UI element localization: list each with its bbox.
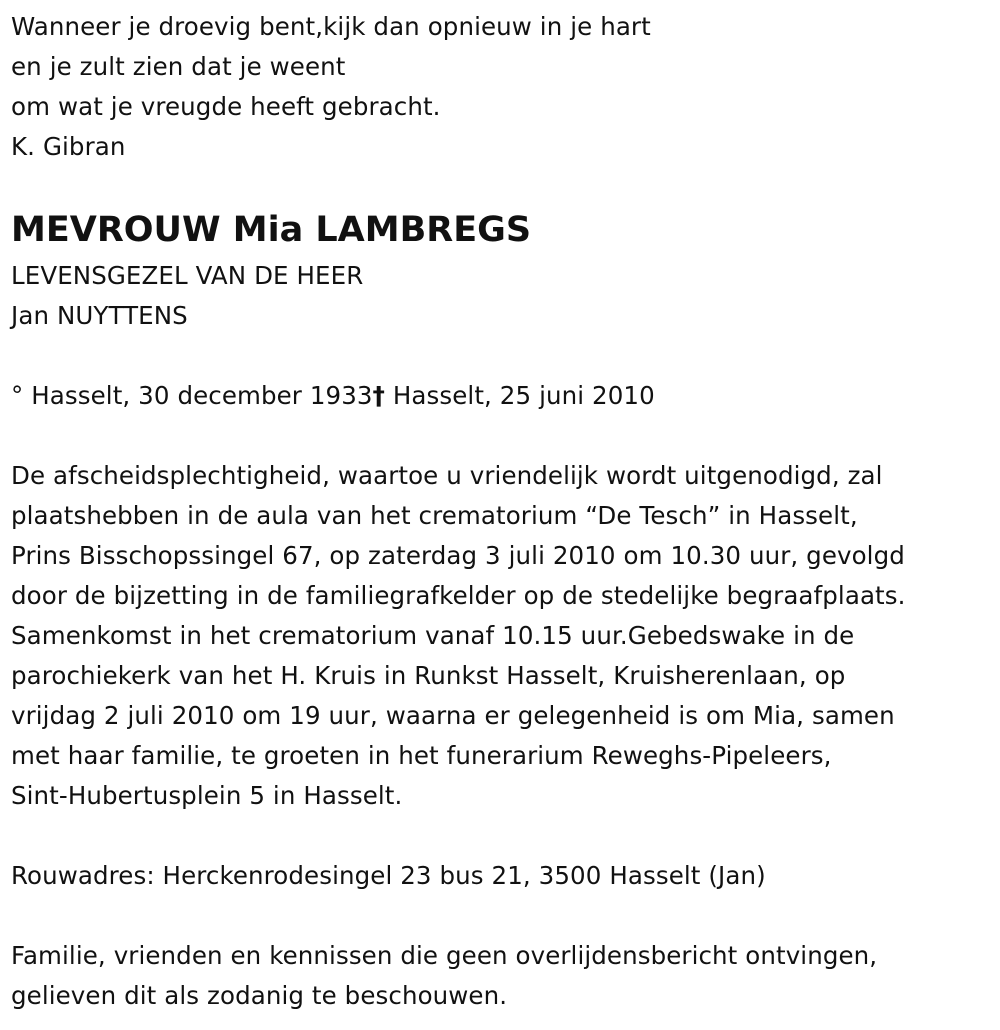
closing-line: gelieven dit als zodanig te beschouwen. bbox=[11, 981, 508, 1010]
ceremony-line: vrijdag 2 juli 2010 om 19 uur, waarna er gelegenheid is om Mia, samen bbox=[11, 701, 895, 730]
ceremony-line: plaatshebben in de aula van het crematorium “De Tesch” in Hasselt, bbox=[11, 501, 858, 530]
poem-author: K. Gibran bbox=[11, 132, 126, 161]
closing-line: Familie, vrienden en kennissen die geen overlijdensbericht ontvingen, bbox=[11, 941, 878, 970]
poem-line: om wat je vreugde heeft gebracht. bbox=[11, 92, 441, 121]
poem-block bbox=[11, 7, 996, 167]
spacer bbox=[11, 816, 996, 856]
birth-date: Hasselt, 30 december 1933 bbox=[31, 381, 373, 410]
spacer bbox=[11, 896, 996, 936]
partner-name: Jan NUYTTENS bbox=[11, 301, 188, 330]
ceremony-line: parochiekerk van het H. Kruis in Runkst Hasselt, Kruisherenlaan, op bbox=[11, 661, 846, 690]
ceremony-line: Prins Bisschopssingel 67, op zaterdag 3 juli 2010 om 10.30 uur, gevolgd bbox=[11, 541, 905, 570]
birth-symbol: ° bbox=[11, 381, 24, 410]
spacer bbox=[11, 416, 996, 456]
relation-line: LEVENSGEZEL VAN DE HEER bbox=[11, 261, 364, 290]
closing-block bbox=[11, 936, 996, 1016]
mourning-address: Rouwadres: Herckenrodesingel 23 bus 21, 3500 Hasselt (Jan) bbox=[11, 861, 766, 890]
ceremony-line: De afscheidsplechtigheid, waartoe u vriendelijk wordt uitgenodigd, zal bbox=[11, 461, 883, 490]
ceremony-line: Samenkomst in het crematorium vanaf 10.15 uur.Gebedswake in de bbox=[11, 621, 855, 650]
poem-line: Wanneer je droevig bent,kijk dan opnieuw in je hart bbox=[11, 12, 651, 41]
death-date: Hasselt, 25 juni 2010 bbox=[392, 381, 655, 410]
dates-line bbox=[11, 376, 996, 416]
ceremony-line: door de bijzetting in de familiegrafkelder op de stedelijke begraafplaats. bbox=[11, 581, 906, 610]
spacer bbox=[11, 167, 996, 207]
poem-line: en je zult zien dat je weent bbox=[11, 52, 346, 81]
ceremony-block bbox=[11, 456, 996, 816]
dagger-icon: † bbox=[372, 381, 385, 410]
obituary-notice bbox=[11, 7, 996, 1016]
spacer bbox=[11, 336, 996, 376]
deceased-name: MEVROUW Mia LAMBREGS bbox=[11, 210, 532, 250]
ceremony-line: Sint-Hubertusplein 5 in Hasselt. bbox=[11, 781, 403, 810]
ceremony-line: met haar familie, te groeten in het funerarium Reweghs-Pipeleers, bbox=[11, 741, 832, 770]
